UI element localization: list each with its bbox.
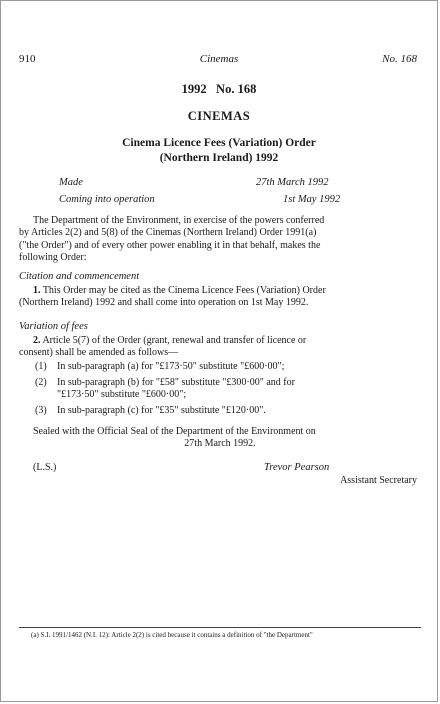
subitem-text: In sub-paragraph (b) for "£58" substitute "£300·00" and for (57, 377, 295, 388)
section2-line: Article 5(7) of the Order (grant, renewal and transfer of licence or (42, 335, 307, 346)
running-title: Cinemas (199, 53, 239, 65)
made-date: 27th March 1992 (256, 177, 329, 188)
section2-heading: Variation of fees (19, 321, 88, 332)
section1-line: (Northern Ireland) 1992 and shall come into operation on 1st May 1992. (19, 297, 309, 309)
preamble-line: by Articles 2(2) and 5(8) of the Cinemas (Northern Ireland) Order 1991(a) (19, 227, 317, 239)
instrument-number: No. 168 (382, 53, 417, 65)
subitem-text: In sub-paragraph (c) for "£35" substitute "£120·00". (57, 405, 266, 416)
subitem-number: (1) (35, 361, 47, 372)
preamble-line: ("the Order") and of every other power enabling it in that behalf, makes the (19, 239, 321, 251)
subitem-number: (3) (35, 405, 47, 416)
operation-date: 1st May 1992 (283, 194, 341, 205)
section2-body (19, 335, 421, 360)
footnote: (a) S.I. 1991/1462 (N.I. 12): Article 2(2) is cited because it contains a definition of "the Department" (31, 631, 313, 639)
title-line-2: (Northern Ireland) 1992 (159, 152, 279, 164)
title-line-1: Cinema Licence Fees (Variation) Order (122, 137, 316, 149)
section1-number: 1. (33, 285, 41, 296)
page-number: 910 (19, 53, 36, 65)
signatory-title: Assistant Secretary (340, 475, 417, 486)
section1-heading: Citation and commencement (19, 271, 140, 282)
section1-line: This Order may be cited as the Cinema Licence Fees (Variation) Order (42, 285, 326, 296)
subitem-text: "£173·50" substitute "£600·00"; (57, 389, 187, 400)
section2-number: 2. (33, 335, 41, 346)
operation-label: Coming into operation (59, 194, 155, 205)
preamble-line: The Department of the Environment, in exercise of the powers conferred (33, 215, 325, 226)
subitem-number: (2) (35, 377, 47, 388)
seal-mark: (L.S.) (33, 462, 57, 473)
subject-heading: CINEMAS (187, 109, 251, 123)
sealing-line: Sealed with the Official Seal of the Department of the Environment on (33, 426, 316, 437)
signatory-name: Trevor Pearson (264, 462, 330, 473)
footnote-divider (19, 627, 421, 628)
made-label: Made (59, 177, 83, 188)
preamble (19, 215, 421, 265)
section2-line: consent) shall be amended as follows— (19, 347, 179, 359)
section1-body (19, 285, 421, 310)
preamble-line: following Order: (19, 252, 87, 264)
sealing-line: 27th March 1992. (184, 438, 256, 449)
subitem-text: In sub-paragraph (a) for "£173·50" substitute "£600·00"; (57, 361, 285, 372)
year-and-number: 1992 No. 168 (181, 82, 257, 96)
